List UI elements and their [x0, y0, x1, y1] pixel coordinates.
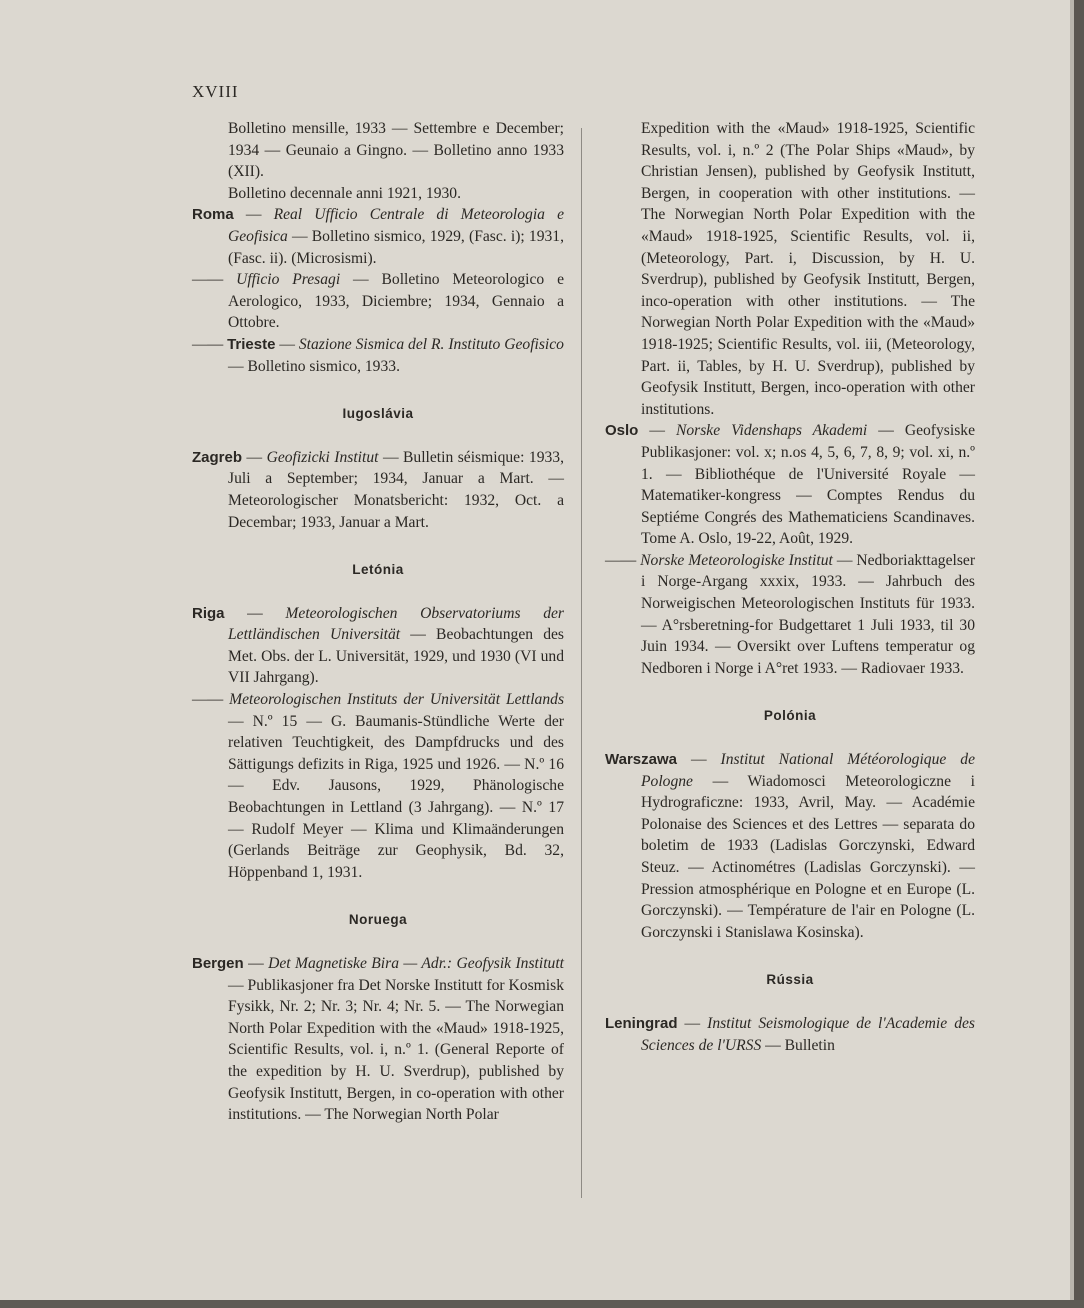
entry-text: — Beobachtungen des Met. Obs. der L. Universität, 1929, und 1930 (VI und VII Jahrgang).	[228, 626, 564, 687]
entry-city: Roma	[192, 206, 234, 224]
entry-city: Trieste	[227, 335, 276, 353]
page-edge	[1074, 0, 1084, 1308]
entry-zagreb: Zagreb — Geofizicki Institut — Bulletin séismique: 1933, Juli a September; 1934, Januar a Mart. — Meteorologischer Monatsbericht: 1932, Oct. a Decembar; 1933, Januar a Mart.	[192, 448, 564, 531]
entry-riga: Riga — Meteorologischen Observatoriums der Lettländischen Universität — Beobachtungen des Met. Obs. der L. Universität, 1929, und 1930 (VI und VII Jahrgang).	[192, 604, 564, 687]
entry-org: Institut Seismologique de l'Academie des Sciences de l'URSS	[641, 1014, 975, 1054]
entry-text: — Bulletin	[765, 1036, 835, 1054]
entry-oslo: Oslo — Norske Videnshaps Akademi — Geofysiske Publikasjoner: vol. x; n.os 4, 5, 6, 7, 8, 9; vol. xi, n.º 1. — Bibliothéque de l'Université Royale — Matematiker-kongress — Comptes Rendus du Septiéme Congrés des Mathematiciens Scandinaves. Tome A. Oslo, 19-22, Août, 1929.	[605, 422, 975, 548]
entry-org: Ufficio Presagi	[236, 271, 341, 289]
right-column	[605, 118, 975, 1056]
page-number: XVIII	[192, 82, 239, 101]
section-heading-noruega: Noruega	[348, 912, 408, 928]
entry-dash: ——	[192, 335, 224, 353]
entry-text: — Wiadomosci Meteorologiczne i Hydrograficzne: 1933, Avril, May. — Académie Polonaise des Sciences et des Lettres — separata do boletim de 1933 (Ladislas Gorczynski, Edward Steuz. — Actinométres (Ladislas Gorczynski). — Pression atmosphérique en Pologne et en Europe (L. Gorczynski). — Température de l'air en Pologne (L. Gorczynski i Stanislawa Kosinska).	[641, 772, 975, 941]
entry-org: Norske Videnshaps Akademi	[675, 422, 868, 440]
entry-leningrad: Leningrad — Institut Seismologique de l'Academie des Sciences de l'URSS — Bulletin	[605, 1014, 975, 1054]
entry-org: Norske Meteorologiske Institut	[640, 551, 833, 569]
entry-dash: ——	[605, 551, 637, 569]
entry-org: Det Magnetiske Bira — Adr.: Geofysik Institutt	[268, 955, 564, 972]
entry-dash: ——	[192, 691, 224, 709]
entry-text: — Bolletino Meteorologico e Aerologico, 1933, Diciembre; 1934, Gennaio a Ottobre.	[228, 271, 565, 332]
entry-text: — Publikasjoner fra Det Norske Institutt for Kosmisk Fysikk, Nr. 2; Nr. 3; Nr. 4; Nr. 5. — The Norwegian North Polar Expedition with the «Maud» 1918-1925, Scientific Results, vol. i, n.º 1. (General Reporte of the expedition by H. U. Sverdrup), published by Geofysik Institutt, Bergen, in co-operation with other institutions. — The Norwegian North Polar	[228, 976, 564, 1124]
entry-text: — Nedboriakttagelser i Norge-Argang xxxix, 1933. — Jahrbuch des Norweigischen Meteorologischen Instituts für 1933. — A°rsberetning-for Budgettaret 1 Juli 1933, til 30 Juin 1934. — Oversikt over Luftens temperatur og Nedboren i Norge i A°ret 1933. — Radiovaer 1933.	[641, 551, 976, 677]
entry-city: Bergen	[192, 955, 244, 972]
entry-org: Institut National Météorologique de Pologne	[641, 751, 975, 790]
entry-warszawa: Warszawa — Institut National Météorologique de Pologne — Wiadomosci Meteorologiczne i Hydrograficzne: 1933, Avril, May. — Académie Polonaise des Sciences et des Lettres — separata do boletim de 1933 (Ladislas Gorczynski, Edward Steuz. — Actinométres (Ladislas Gorczynski). — Pression atmosphérique en Pologne et en Europe (L. Gorczynski). — Température de l'air en Pologne (L. Gorczynski i Stanislawa Kosinska).	[605, 751, 975, 941]
roma-preceding-text: Bolletino mensille, 1933 — Settembre e December; 1934 — Geunaio a Gingno. — Bolletino anno 1933 (XII).	[228, 120, 564, 181]
column-divider	[581, 128, 582, 1198]
entry-bergen: Bergen — Det Magnetiske Bira — Adr.: Geofysik Institutt — Publikasjoner fra Det Norske Institutt for Kosmisk Fysikk, Nr. 2; Nr. 3; Nr. 4; Nr. 5. — The Norwegian North Polar Expedition with the «Maud» 1918-1925, Scientific Results, vol. i, n.º 1. (General Reporte of the expedition by H. U. Sverdrup), published by Geofysik Institutt, Bergen, in co-operation with other institutions. — The Norwegian North Polar	[192, 955, 564, 1124]
entry-text: — Geofysiske Publikasjoner: vol. x; n.os 4, 5, 6, 7, 8, 9; vol. xi, n.º 1. — Bibliothéque de l'Université Royale — Matematiker-kongress — Comptes Rendus du Septiéme Congrés des Mathematiciens Scandinaves. Tome A. Oslo, 19-22, Août, 1929.	[641, 422, 975, 548]
section-heading-letonia: Letónia	[352, 562, 404, 578]
page-bottom-edge	[0, 1300, 1084, 1308]
entry-roma: Roma — Real Ufficio Centrale di Meteorologia e Geofisica — Bolletino sismico, 1929, (Fasc. i); 1931, (Fasc. ii). (Microsismi).	[192, 206, 565, 267]
entry-trieste: —— Trieste — Stazione Sismica del R. Instituto Geofisico — Bolletino sismico, 1933.	[192, 335, 564, 375]
entry-org: Geofizicki Institut	[266, 448, 379, 466]
entry-city: Leningrad	[605, 1014, 678, 1032]
entry-city: Zagreb	[192, 448, 243, 466]
entry-city: Oslo	[605, 422, 639, 440]
bergen-continued-text: Expedition with the «Maud» 1918-1925, Scientific Results, vol. i, n.º 2 (The Polar Ships «Maud», by Christian Jensen), published by Geofysik Institutt, Bergen, in cooperation with other institutions. — The Norwegian North Polar Expedition with the «Maud» 1918-1925, Scientific Results, vol. ii, (Meteorology, Part. i, Discussion, by H. U. Sverdrup), published by Geofysik Institutt, Bergen, inco-operation with other institutions. — The Norwegian North Polar Expedition with the «Maud» 1918-1925; Scientific Results, vol. iii, (Meteorology, Part. ii, Tables, by H. U. Sverdrup), published by Geofysik Institutt, Bergen, inco-operation with other institutions.	[641, 120, 975, 418]
section-heading-iugoslavia: Iugoslávia	[342, 406, 414, 422]
entry-org: Stazione Sismica del R. Instituto Geofisico	[298, 335, 564, 353]
section-heading-russia: Rússia	[766, 972, 814, 988]
entry-org: Meteorologischen Observatoriums der Lettländischen Universität	[228, 604, 564, 644]
entry-riga-meteorologischen-instituts	[192, 689, 564, 883]
entry-text: — Bolletino sismico, 1933.	[228, 357, 400, 375]
entry-dash: ——	[192, 271, 224, 289]
entry-text: — Bolletino sismico, 1929, (Fasc. i); 1931, (Fasc. ii). (Microsismi).	[228, 227, 565, 267]
entry-org: Real Ufficio Centrale di Meteorologia e Geofisica	[228, 206, 565, 245]
entry-city: Warszawa	[605, 751, 677, 769]
entry-org: Meteorologischen Instituts der Universität Lettlands	[229, 691, 565, 709]
entry-text: — N.º 15 — G. Baumanis-Stündliche Werte der relativen Teuchtigkeit, des Dampfdrucks und des Sättigungs defizits in Riga, 1925 und 1926. — N.º 16 — Edv. Jausons, 1929, Phänologische Beobachtungen in Lettland (3 Jahrgang). — N.º 17 — Rudolf Meyer — Klima und Klimaänderungen (Gerlands Beiträge zur Geophysik, Bd. 32, Höppenband 1, 1931.	[228, 712, 564, 881]
section-heading-polonia: Polónia	[763, 708, 817, 724]
roma-preceding-text-2: Bolletino decennale anni 1921, 1930.	[228, 184, 461, 202]
entry-text: — Bulletin séismique: 1933, Juli a September; 1934, Januar a Mart. — Meteorologischer Monatsbericht: 1932, Oct. a Decembar; 1933, Januar a Mart.	[228, 448, 564, 531]
entry-oslo-meteorologiske-institut	[605, 550, 975, 680]
entry-roma-ufficio-presagi	[192, 269, 564, 334]
left-column	[192, 118, 564, 1126]
entry-city: Riga	[192, 604, 225, 622]
